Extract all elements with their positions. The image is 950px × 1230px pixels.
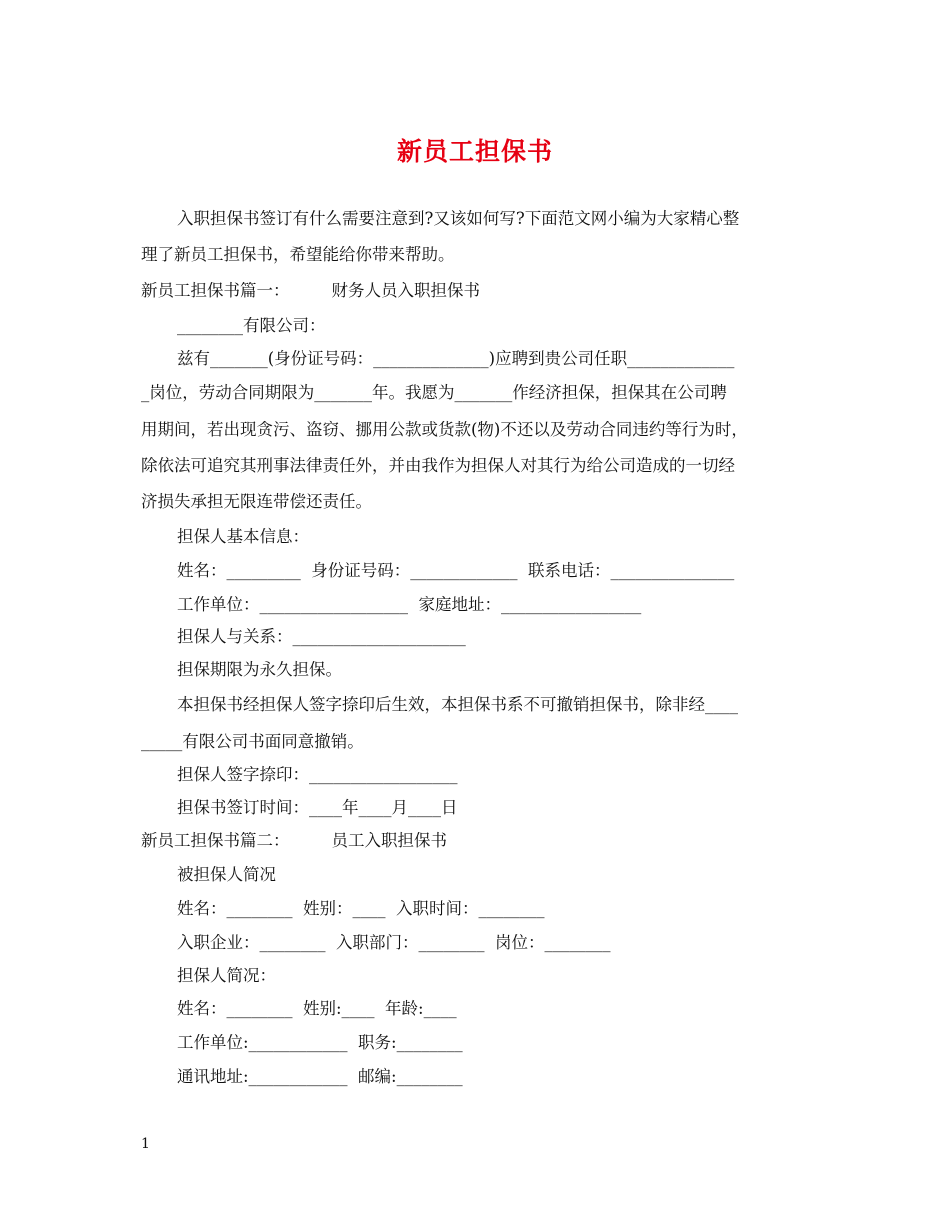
guarantee-term: 担保期限为永久担保。	[177, 660, 342, 679]
guarantor-fields: 姓名：_________ 身份证号码：_____________ 联系电话：_______________	[177, 561, 735, 580]
guarantor-relation: 担保人与关系：_____________________	[177, 627, 466, 646]
body-paragraph-line: 用期间，若出现贪污、盗窃、挪用公款或货款(物)不还以及劳动合同违约等行为时，	[141, 420, 748, 439]
page-number: 1	[141, 1136, 150, 1152]
intro-paragraph-line: 入职担保书签订有什么需要注意到?又该如何写?下面范文网小编为大家精心整	[177, 209, 740, 228]
guarantor2-fields: 通讯地址:____________ 邮编:________	[177, 1067, 463, 1086]
guarantor2-fields: 工作单位:____________ 职务:________	[177, 1033, 463, 1052]
guarantor-info-heading: 担保人基本信息：	[177, 527, 309, 546]
validity-paragraph-line: 本担保书经担保人签字捺印后生效，本担保书系不可撤销担保书，除非经____	[177, 695, 738, 714]
body-paragraph-line: 济损失承担无限连带偿还责任。	[141, 492, 372, 511]
validity-paragraph-line: _____有限公司书面同意撤销。	[141, 732, 364, 751]
section-heading: 新员工担保书篇一： 财务人员入职担保书	[141, 281, 480, 300]
section-heading: 新员工担保书篇二： 员工入职担保书	[141, 831, 447, 850]
body-paragraph-line: _岗位，劳动合同期限为_______年。我愿为_______作经济担保，担保其在公司聘	[141, 383, 727, 402]
guarantor2-fields: 姓名：________ 姓别:____ 年龄:____	[177, 999, 457, 1018]
body-paragraph-line: 除依法可追究其刑事法律责任外，并由我作为担保人对其行为给公司造成的一切经	[141, 456, 735, 475]
guaranteed-fields: 姓名：________ 姓别：____ 入职时间：________	[177, 899, 545, 918]
date-line: 担保书签订时间：____年____月____日	[177, 798, 458, 817]
guaranteed-fields: 入职企业：________ 入职部门：________ 岗位：________	[177, 933, 611, 952]
document-title: 新员工担保书	[396, 137, 553, 166]
signature-line: 担保人签字捺印：__________________	[177, 765, 458, 784]
body-paragraph-line: 兹有_______(身份证号码：______________)应聘到贵公司任职_____________	[177, 349, 735, 368]
guaranteed-heading: 被担保人简况	[177, 865, 276, 884]
company-salutation: ________有限公司：	[177, 316, 326, 335]
guarantor2-heading: 担保人简况：	[177, 966, 276, 985]
intro-paragraph-line: 理了新员工担保书，希望能给你带来帮助。	[141, 245, 455, 264]
guarantor-fields: 工作单位：__________________ 家庭地址：_________________	[177, 595, 642, 614]
